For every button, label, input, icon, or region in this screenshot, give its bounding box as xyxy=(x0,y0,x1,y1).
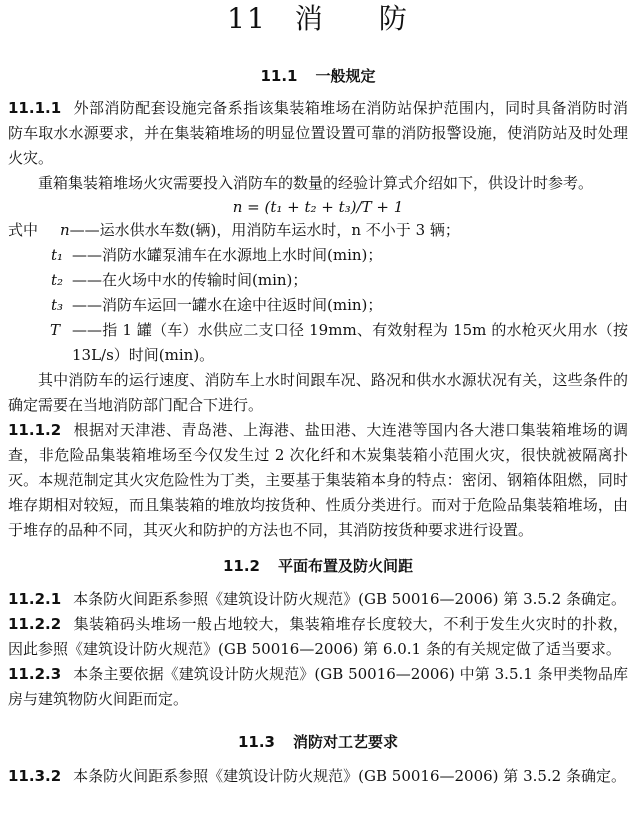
section-title: 消防对工艺要求 xyxy=(293,733,399,751)
section-number: 11.2 xyxy=(222,557,260,575)
section-number: 11.3 xyxy=(237,733,275,751)
clause-11-2-3 xyxy=(8,662,628,712)
clause-text: 外部消防配套设施完备系指该集装箱堆场在消防站保护范围内，同时具备消防时消防车取水水源要求，并在集装箱堆场的明显位置设置可靠的消防报警设施，使消防站及时处理火灾。 xyxy=(8,99,628,167)
formula: n = (t₁ + t₂ + t₃)/T + 1 xyxy=(232,198,404,216)
definition-symbol: t₁ xyxy=(51,246,64,264)
chapter-title xyxy=(8,2,628,36)
section-heading-11-3 xyxy=(8,732,628,752)
clause-number: 11.2.1 xyxy=(8,590,62,608)
definition-t2 xyxy=(8,268,628,293)
definition-symbol: n xyxy=(60,221,70,239)
clause-text: 本条主要依据《建筑设计防火规范》(GB 50016—2006) 中第 3.5.1 条甲类物品库房与建筑物防火间距而定。 xyxy=(8,665,628,708)
clause-11-1-1 xyxy=(8,96,628,171)
definition-text: ——指 1 罐（车）水供应二支口径 19mm、有效射程为 15m 的水枪灭火用水（按 13L/s）时间(min)。 xyxy=(72,321,628,364)
where-label: 式中 xyxy=(8,221,39,239)
document-page xyxy=(0,2,636,833)
clause-11-1-2 xyxy=(8,418,628,543)
section-title: 一般规定 xyxy=(315,67,376,85)
definition-text: ——消防水罐泵浦车在水源地上水时间(min)； xyxy=(72,246,383,264)
definition-t3 xyxy=(8,293,628,318)
clause-number: 11.2.3 xyxy=(8,665,62,683)
clause-text: 集装箱码头堆场一般占地较大，集装箱堆存长度较大，不利于发生火灾时的扑救，因此参照《建筑设计防火规范》(GB 50016—2006) 第 6.0.1 条的有关规定做了适当要求。 xyxy=(8,615,628,658)
section-heading-11-2 xyxy=(8,556,628,576)
clause-text: 本条防火间距系参照《建筑设计防火规范》(GB 50016—2006) 第 3.5.2 条确定。 xyxy=(73,767,626,785)
section-number: 11.1 xyxy=(260,67,298,85)
chapter-title-char-2: 防 xyxy=(378,2,409,35)
clause-11-2-1 xyxy=(8,587,628,612)
chapter-number: 11 xyxy=(227,2,267,35)
definition-symbol: t₂ xyxy=(51,271,64,289)
clause-text: 根据对天津港、青岛港、上海港、盐田港、大连港等国内各大港口集装箱堆场的调查，非危险品集装箱堆场至今仅发生过 2 次化纤和木炭集装箱小范围火灾，很快就被隔离扑灭。本规范制定其火灾危险性为丁类，主要基于集装箱本身的特点：密闭、钢箱体阻燃，同时堆存期相对较短，而且集装箱的堆放均按货种、性质分类进行。而对于危险品集装箱堆场，由于堆存的品种不同，其灭火和防护的方法也不同，其消防按货种要求进行设置。 xyxy=(8,421,628,539)
definition-n xyxy=(8,218,628,243)
clause-11-3-2 xyxy=(8,764,628,789)
clause-number: 11.1.1 xyxy=(8,99,62,117)
definition-text: ——运水供水车数(辆)，用消防车运水时，n 不小于 3 辆； xyxy=(69,221,460,239)
definition-t1 xyxy=(8,243,628,268)
paragraph-formula-intro: 重箱集装箱堆场火灾需要投入消防车的数量的经验计算式介绍如下，供设计时参考。 xyxy=(38,174,594,192)
paragraph-notes: 其中消防车的运行速度、消防车上水时间跟车况、路况和供水水源状况有关，这些条件的确定需要在当地消防部门配合下进行。 xyxy=(8,371,628,414)
clause-11-2-2 xyxy=(8,612,628,662)
section-title: 平面布置及防火间距 xyxy=(278,557,414,575)
definition-symbol: T xyxy=(50,321,61,339)
chapter-title-char-1: 消 xyxy=(294,2,325,35)
definition-text: ——在火场中水的传输时间(min)； xyxy=(72,271,308,289)
clause-number: 11.3.2 xyxy=(8,767,62,785)
clause-number: 11.2.2 xyxy=(8,615,62,633)
definition-symbol: t₃ xyxy=(51,296,64,314)
definition-text: ——消防车运回一罐水在途中往返时间(min)； xyxy=(72,296,383,314)
clause-number: 11.1.2 xyxy=(8,421,62,439)
section-heading-11-1 xyxy=(8,66,628,86)
definition-T xyxy=(8,318,628,368)
clause-text: 本条防火间距系参照《建筑设计防火规范》(GB 50016—2006) 第 3.5.2 条确定。 xyxy=(73,590,626,608)
